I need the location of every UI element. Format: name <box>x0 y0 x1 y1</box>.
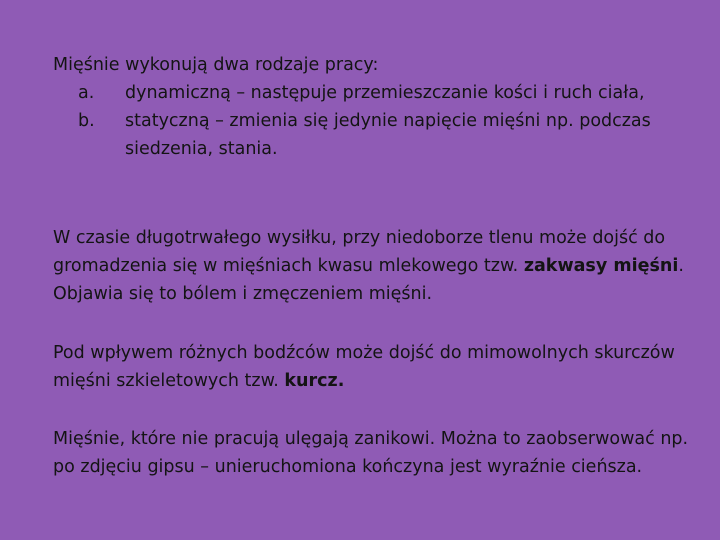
list-item-text: dynamiczną – następuje przemieszczanie kości i ruch ciała, <box>125 83 645 103</box>
kurcz-text-before: Pod wpływem różnych bodźców może dojść do mimowolnych skurczów mięśni szkieletowych tzw. <box>53 343 675 391</box>
list-item <box>78 107 693 163</box>
work-types-lead: Mięśnie wykonują dwa rodzaje pracy: <box>53 55 379 75</box>
list-marker: b. <box>78 111 95 131</box>
kurcz-paragraph <box>53 339 693 395</box>
work-types-list <box>53 79 693 163</box>
work-types-paragraph <box>53 51 693 163</box>
list-item-text: statyczną – zmienia się jedynie napięcie mięśni np. podczas siedzenia, stania. <box>125 111 651 159</box>
list-marker: a. <box>78 83 95 103</box>
zanik-text: Mięśnie, które nie pracują ulęgają zanikowi. Można to zaobserwować np. po zdjęciu gipsu – unieruchomiona kończyna jest wyraźnie cieńsza. <box>53 429 689 477</box>
list-item <box>78 79 693 107</box>
zakwasy-text-after: . Objawia się to bólem i zmęczeniem mięśni. <box>53 256 684 304</box>
zakwasy-paragraph <box>53 224 693 308</box>
zakwasy-text-before: W czasie długotrwałego wysiłku, przy niedoborze tlenu może dojść do gromadzenia się w mięśniach kwasu mlekowego tzw. <box>53 228 666 276</box>
zanik-paragraph <box>53 425 693 481</box>
zakwasy-term: zakwasy mięśni <box>523 256 679 276</box>
kurcz-term: kurcz. <box>284 371 345 391</box>
